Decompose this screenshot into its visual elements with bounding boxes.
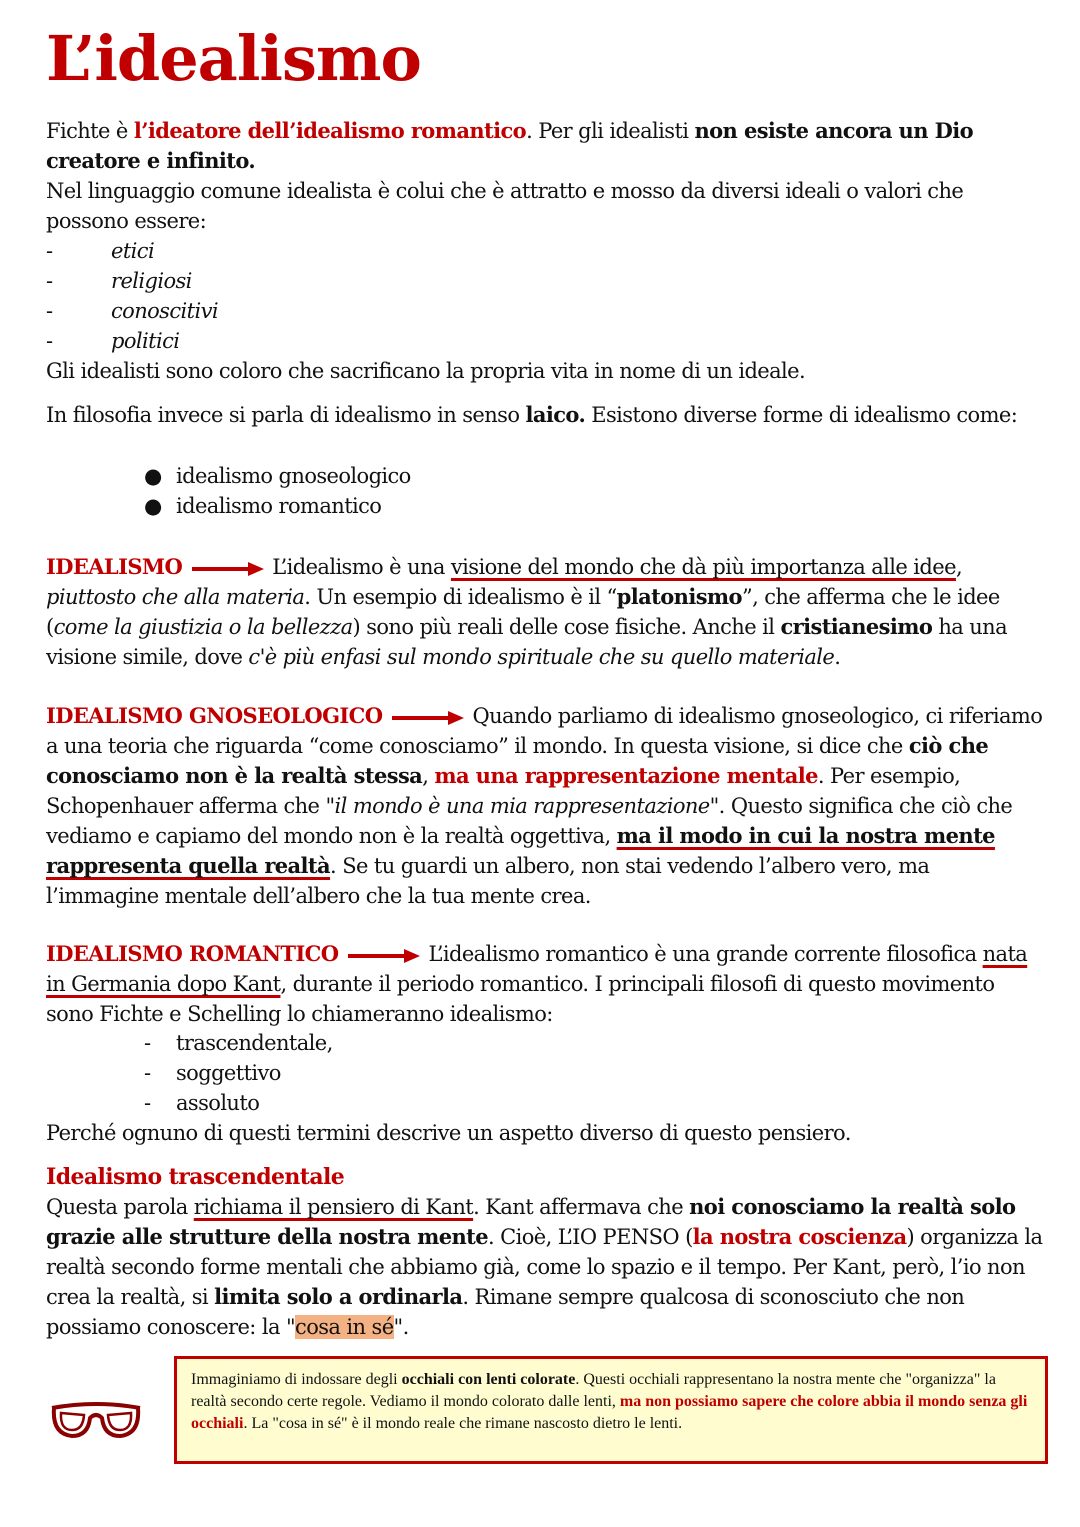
section-romantico: IDEALISMO ROMANTICO L’idealismo romantico è una grande corrente filosofica nata in Germania dopo Kant, durante il periodo romantico. I principali filosofi di questo movimento sono Fichte e Schelling lo chiameranno idealismo: (46, 941, 1028, 1026)
sacrifice-paragraph: Gli idealisti sono coloro che sacrificano la propria vita in nome di un ideale. (46, 359, 806, 383)
list-item: ● idealismo gnoseologico (144, 464, 411, 488)
list-item: - trascendentale, (144, 1031, 333, 1055)
intro-text: Fichte è (46, 119, 134, 143)
list-item: ● idealismo romantico (144, 494, 382, 518)
page-title: L’idealismo (46, 22, 421, 95)
arrow-right-icon (392, 711, 464, 725)
section-gnoseologico: IDEALISMO GNOSEOLOGICO Quando parliamo di idealismo gnoseologico, ci riferiamo a una teoria che riguarda “come conosciamo” il mondo. In questa visione, si dice che ciò che conosciamo non è la realtà stessa, ma una rappresentazione mentale. Per esempio, Schopenhauer afferma che "il mondo è una mia rappresentazione". Questo significa che ciò che vediamo e capiamo del mondo non è la realtà oggettiva, ma il modo in cui la nostra mente rappresenta quella realtà. Se tu guardi un albero, non stai vedendo l’albero vero, ma l’immagine mentale dell’albero che la tua mente crea. (46, 703, 1043, 908)
callout-box: Immaginiamo di indossare degli occhiali con lenti colorate. Questi occhiali rappresentano la nostra mente che "organizza" la realtà secondo certe regole. Vediamo il mondo colorato dalle lenti, ma non possiamo sapere che colore abbia il mondo senza gli occhiali. La "cosa in sé" è il mondo reale che rimane nascosto dietro le lenti. (174, 1356, 1048, 1464)
philosophy-paragraph: In filosofia invece si parla di idealismo in senso laico. Esistono diverse forme di idealismo come: (46, 402, 1018, 427)
intro-bold: non esiste ancora un Dio creatore e infinito. (46, 118, 973, 173)
section-heading: IDEALISMO (46, 554, 183, 579)
arrow-right-icon (348, 949, 420, 963)
section-trascendentale: Questa parola richiama il pensiero di Kant. Kant affermava che noi conosciamo la realtà solo grazie alle strutture della nostra mente. Cioè, L’IO PENSO (la nostra coscienza) organizza la realtà secondo forme mentali che abbiamo già, come lo spazio e il tempo. Per Kant, però, l’io non crea la realtà, si limita solo a ordinarla. Rimane sempre qualcosa di sconosciuto che non possiamo conoscere: la "cosa in sé". (46, 1194, 1043, 1339)
list-item: - conoscitivi (46, 299, 218, 323)
romantico-types-list (144, 1028, 976, 1118)
section-idealismo: IDEALISMO L’idealismo è una visione del mondo che dà più importanza alle idee, piuttosto che alla materia. Un esempio di idealismo è il “platonismo”, che afferma che le idee (come la giustizia o la bellezza) sono più reali delle cose fisiche. Anche il cristianesimo ha una visione simile, dove c'è più enfasi sul mondo spirituale che su quello materiale. (46, 554, 1008, 669)
glasses-icon (48, 1400, 144, 1440)
romantico-conclusion: Perché ognuno di questi termini descrive un aspetto diverso di questo pensiero. (46, 1121, 851, 1145)
list-item: - assoluto (144, 1091, 260, 1115)
values-list (46, 236, 1011, 356)
list-item: - politici (46, 329, 180, 353)
intro-paragraph (46, 116, 1046, 176)
section-heading: IDEALISMO ROMANTICO (46, 941, 339, 966)
subsection-heading: Idealismo trascendentale (46, 1164, 345, 1190)
forms-list (144, 461, 976, 521)
list-item: - etici (46, 239, 155, 263)
intro-highlight: l’ideatore dell’idealismo romantico (133, 118, 527, 143)
list-item: - soggettivo (144, 1061, 281, 1085)
common-language-paragraph: Nel linguaggio comune idealista è colui che è attratto e mosso da diversi ideali o valori che possono essere: (46, 179, 964, 233)
arrow-right-icon (192, 562, 264, 576)
list-item: - religiosi (46, 269, 192, 293)
highlighted-term: cosa in sé (295, 1315, 394, 1339)
section-heading: IDEALISMO GNOSEOLOGICO (46, 703, 383, 728)
intro-text: . Per gli idealisti (526, 119, 695, 143)
